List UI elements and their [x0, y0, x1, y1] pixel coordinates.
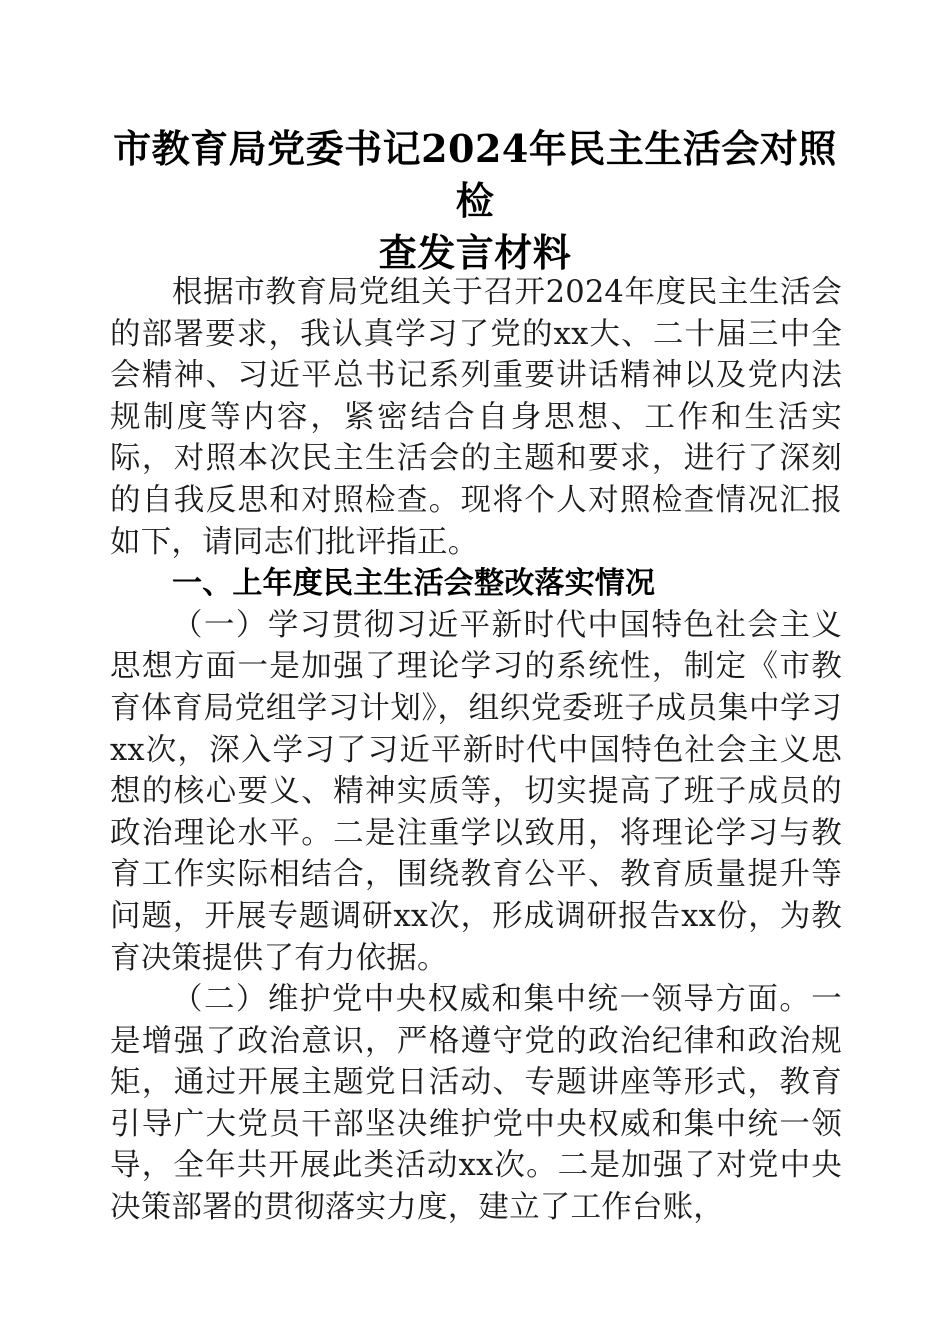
paragraph-section-1-item-1: （一）学习贯彻习近平新时代中国特色社会主义思想方面一是加强了理论学习的系统性，制定《市教育体育局党组学习计划》，组织党委班子成员集中学习xx次，深入学习了习近平新时代中国特色社会主义思想的核心要义、精神实质等，切实提高了班子成员的政治理论水平。二是注重学以致用，将理论学习与教育工作实际相结合，围绕教育公平、教育质量提升等问题，开展专题调研xx次，形成调研报告xx份，为教育决策提供了有力依据。 [110, 607, 842, 976]
document-body [110, 272, 842, 1229]
document-title-line-1: 市教育局党委书记2024年民主生活会对照检 [113, 126, 837, 223]
document-title-line-2: 查发言材料 [378, 230, 572, 275]
section-heading-1: 一、上年度民主生活会整改落实情况 [172, 566, 656, 602]
paragraph-section-1-item-2: （二）维护党中央权威和集中统一领导方面。一是增强了政治意识，严格遵守党的政治纪律和政治规矩，通过开展主题党日活动、专题讲座等形式，教育引导广大党员干部坚决维护党中央权威和集中统一领导，全年共开展此类活动xx次。二是加强了对党中央决策部署的贯彻落实力度，建立了工作台账， [110, 982, 842, 1226]
document-title [110, 123, 840, 279]
paragraph-preamble: 根据市教育局党组关于召开2024年度民主生活会的部署要求，我认真学习了党的xx大、二十届三中全会精神、习近平总书记系列重要讲话精神以及党内法规制度等内容，紧密结合自身思想、工作和生活实际，对照本次民主生活会的主题和要求，进行了深刻的自我反思和对照检查。现将个人对照检查情况汇报如下，请同志们批评指正。 [110, 275, 842, 560]
